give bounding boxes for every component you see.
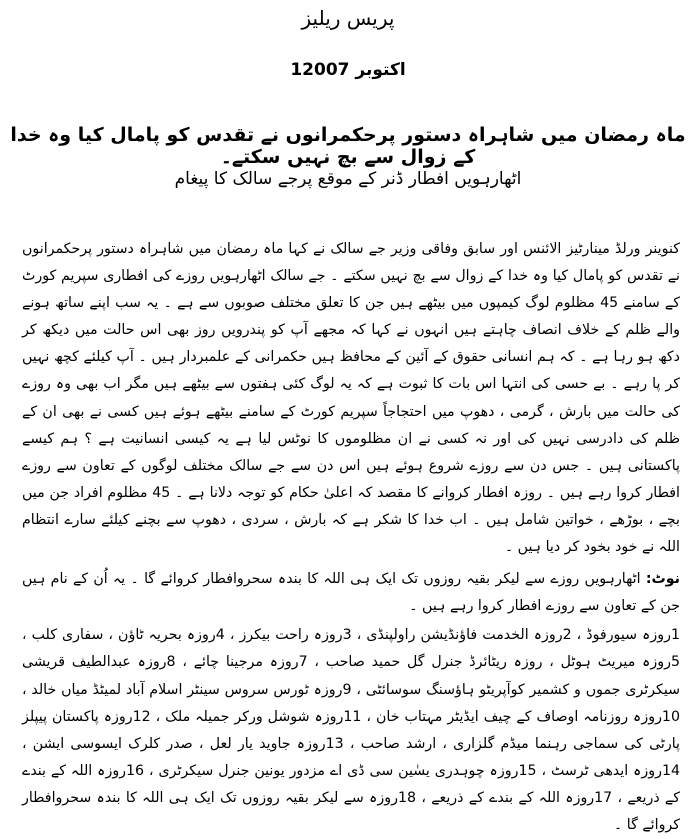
article-body xyxy=(22,236,680,839)
subheadline: اٹھارہویں افطار ڈنر کے موقع پرجے سالک کا پیغام xyxy=(174,169,522,189)
note-paragraph xyxy=(22,566,680,620)
note-text: اٹھارہویں روزے سے لیکر بقیہ روزوں تک ایک ہی اللہ کا بندہ سحروافطار کروائے گا ۔ یہ اُن کے نام ہیں جن کے تعاون سے روزے افطار کروا رہے ہیں ۔ xyxy=(22,571,680,615)
sponsor-list: 1روزہ سیورفوڈ ، 2روزہ الخدمت فاؤنڈیشن راولپنڈی ، 3روزہ راحت بیکرز ، 4روزہ بحریہ ٹاؤن ، سفاری کلب ، 5روزہ میریٹ ہوٹل ، روزہ ریٹائرڈ جنرل گل حمید صاحب ، 7روزہ مرجینا چائے ، 8روزہ عبدالطیف قریشی سیکرٹری جموں و کشمیر کوآپریٹو ہاؤسنگ سوسائٹی ، 9روزہ ٹورس سروس سینٹر اسلام آباد لمیٹڈ میاں خالد ، 10روزہ روزنامہ اوصاف کے چیف ایڈیٹر مہتاب خان ، 11روزہ شوشل ورکر جمیلہ ملک ، 12روزہ پاکستان پیپلز پارٹی کی سماجی رہنما میڈم گلزاری ، ارشد صاحب ، 13روزہ جاوید یار لعل ، صدر کلرک ایسوسی ایشن ، 14روزہ ایدھی ٹرسٹ ، 15روزہ چوہدری یسٰین سی ڈی اے مزدور یونین جنرل سیکرٹری ، 16روزہ اللہ کے بندے کے ذریعے ، 17روزہ اللہ کے بندے کے ذریعے ، 18روزہ سے لیکر بقیہ روزوں تک ایک ہی اللہ کا بندہ سحروافطار کروائے گا ۔ xyxy=(22,627,681,833)
body-paragraph: کنوینر ورلڈ مینارٹیز الائنس اور سابق وفاقی وزیر جے سالک نے کہا ماہ رمضان میں شاہراہ دستور پرحکمرانوں نے تقدس کو پامال کیا وہ خدا کے زوال سے بچ نہیں سکتے ۔ جے سالک اٹھارہویں روزے کی افطاری سپریم کورٹ کے سامنے 45 مظلوم لوگ کیمپوں میں بیٹھے ہیں جن کا تعلق مختلف صوبوں سے ہے ۔ یہ سب اپنے ساتھ ہونے والے ظلم کے خلاف انصاف چاہتے ہیں انہوں نے کہا کہ مجھے آپ کو پندرویں روز بھی اس حالت میں دیکھ کر دکھ ہو رہا ہے ۔ کہ ہم انسانی حقوق کے آئین کے محافظ ہیں حکمرانی کے علمبردار ہیں ۔ آپ کیلئے کچھ نہیں کر پا رہے ۔ بے حسی کی انتہا اس بات کا ثبوت ہے کہ یہ لوگ کئی ہفتوں سے بیٹھے ہیں مگر اب بھی وہ روزے کی حالت میں بارش ، گرمی ، دھوپ میں احتجاجاً سپریم کورٹ کے سامنے بیٹھے ہوئے ہیں کسی نے بھی ان کے ظلم کی دادرسی نہیں کی اور نہ کسی نے ان مظلوموں کا نوٹس لیا ہے یہ کیسی انسانیت ہے ؟ ہم کیسے پاکستانی ہیں ۔ جس دن سے روزے شروع ہوئے ہیں اس دن سے جے سالک مختلف لوگوں کے تعاون سے روزے افطار کروا رہے ہیں ۔ روزہ افطار کروانے کا مقصد کہ اعلیٰ حکام کو توجہ دلانا ہے ۔ 45 مظلوم افراد جن میں بچے ، بوڑھے ، خواتین شامل ہیں ۔ اب خدا کا شکر ہے کہ بارش ، سردی ، دھوپ سے بچنے کیلئے سارے انتظام اللہ نے خود بخود کر دیا ہیں ۔ xyxy=(22,241,680,556)
headline: ماہ رمضان میں شاہراہ دستور پرحکمرانوں نے تقدس کو پامال کیا وہ خدا کے زوال سے بچ نہیں سکتے۔ xyxy=(10,124,686,168)
release-date: 1اکتوبر 2007 xyxy=(290,60,406,80)
note-label: نوٹ: xyxy=(645,571,680,588)
page-title: پریس ریلیز xyxy=(301,6,395,30)
